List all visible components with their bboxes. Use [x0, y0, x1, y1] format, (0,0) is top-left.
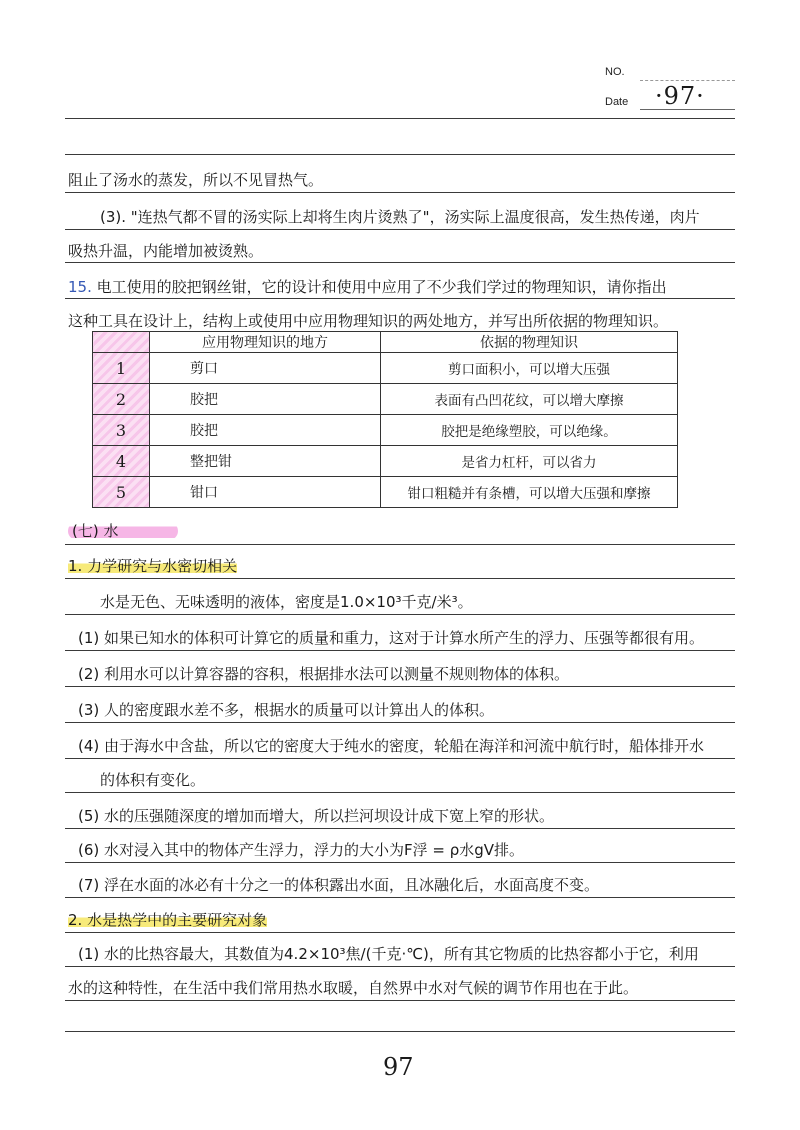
- ruled-line: [65, 229, 735, 230]
- row-number: 4: [93, 446, 150, 477]
- subheading-2: 2. 水是热学中的主要研究对象: [68, 911, 268, 929]
- ruled-line: [65, 614, 735, 615]
- ruled-line: [65, 792, 735, 793]
- ruled-line: [65, 1000, 735, 1001]
- row-place: 钳口: [150, 477, 381, 508]
- row-number: 3: [93, 415, 150, 446]
- ruled-line: [65, 966, 735, 967]
- header-place: 应用物理知识的地方: [150, 332, 381, 353]
- no-label: NO.: [605, 66, 625, 78]
- ruled-line: [65, 897, 735, 898]
- ruled-line: [65, 1031, 735, 1032]
- physics-knowledge-table: [92, 331, 678, 508]
- row-number: 5: [93, 477, 150, 508]
- text-line: 水的这种特性，在生活中我们常用热水取暖，自然界中水对气候的调节作用也在于此。: [68, 979, 639, 997]
- header-index-cell: [93, 332, 150, 353]
- date-line: [640, 109, 735, 110]
- row-place: 整把钳: [150, 446, 381, 477]
- question-text: 电工使用的胶把钢丝钳，它的设计和使用中应用了不少我们学过的物理知识，请你指出: [96, 278, 667, 296]
- ruled-line: [65, 298, 735, 299]
- row-knowledge: 胶把是绝缘塑胶，可以绝缘。: [381, 415, 678, 446]
- row-place: 剪口: [150, 353, 381, 384]
- ruled-line: [65, 262, 735, 263]
- list-item: (5) 水的压强随深度的增加而增大，所以拦河坝设计成下宽上窄的形状。: [78, 807, 555, 825]
- row-number: 2: [93, 384, 150, 415]
- question-text-line: 这种工具在设计上，结构上或使用中应用物理知识的两处地方，并写出所依据的物理知识。: [68, 312, 669, 330]
- row-place: 胶把: [150, 384, 381, 415]
- list-item: (1) 如果已知水的体积可计算它的质量和重力，这对于计算水所产生的浮力、压强等都很有用。: [78, 629, 705, 647]
- ruled-line: [65, 544, 735, 545]
- ruled-line: [65, 758, 735, 759]
- page-number: 97: [383, 1053, 414, 1081]
- table-row: [93, 384, 678, 415]
- text-line: (1) 水的比热容最大，其数值为4.2×10³焦/(千克·℃)，所有其它物质的比热容都小于它，利用: [78, 945, 699, 963]
- date-value: ·97·: [655, 82, 705, 110]
- section-title: (七) 水: [68, 522, 178, 540]
- list-item: (6) 水对浸入其中的物体产生浮力，浮力的大小为F浮 = ρ水gV排。: [78, 841, 525, 859]
- row-number: 1: [93, 353, 150, 384]
- date-label: Date: [605, 96, 629, 108]
- list-item-continued: 的体积有变化。: [100, 771, 206, 789]
- no-line: [640, 80, 735, 81]
- ruled-line: [65, 722, 735, 723]
- row-knowledge: 剪口面积小，可以增大压强: [381, 353, 678, 384]
- subheading-line: [68, 556, 736, 576]
- table-row: [93, 415, 678, 446]
- ruled-line: [65, 686, 735, 687]
- row-knowledge: 是省力杠杆，可以省力: [381, 446, 678, 477]
- header-knowledge: 依据的物理知识: [381, 332, 678, 353]
- ruled-line: [65, 862, 735, 863]
- ruled-line: [65, 154, 735, 155]
- list-item: (2) 利用水可以计算容器的容积，根据排水法可以测量不规则物体的体积。: [78, 665, 570, 683]
- table-row: [93, 446, 678, 477]
- list-item: (3) 人的密度跟水差不多，根据水的质量可以计算出人的体积。: [78, 701, 495, 719]
- ruled-line: [65, 932, 735, 933]
- text-line: 阻止了汤水的蒸发，所以不见冒热气。: [68, 171, 324, 189]
- table-row: [93, 477, 678, 508]
- ruled-line: [65, 578, 735, 579]
- question-15: [68, 277, 736, 297]
- table-row: [93, 353, 678, 384]
- subheading-1: 1. 力学研究与水密切相关: [68, 557, 238, 575]
- text-line: (3). "连热气都不冒的汤实际上却将生肉片烫熟了"，汤实际上温度很高，发生热传递，肉片: [100, 208, 700, 226]
- text-line: 吸热升温，内能增加被烫熟。: [68, 242, 264, 260]
- table-header-row: [93, 332, 678, 353]
- ruled-line: [65, 828, 735, 829]
- question-number: 15.: [68, 278, 92, 296]
- row-knowledge: 表面有凸凹花纹，可以增大摩擦: [381, 384, 678, 415]
- section-title-line: [68, 521, 736, 541]
- subheading-line: [68, 910, 736, 930]
- ruled-line: [65, 192, 735, 193]
- row-knowledge: 钳口粗糙并有条槽，可以增大压强和摩擦: [381, 477, 678, 508]
- ruled-line: [65, 118, 735, 119]
- ruled-line: [65, 650, 735, 651]
- text-line: 水是无色、无味透明的液体，密度是1.0×10³千克/米³。: [100, 593, 473, 611]
- list-item: (4) 由于海水中含盐，所以它的密度大于纯水的密度，轮船在海洋和河流中航行时，船体排开水: [78, 737, 705, 755]
- list-item: (7) 浮在水面的冰必有十分之一的体积露出水面，且冰融化后，水面高度不变。: [78, 876, 600, 894]
- row-place: 胶把: [150, 415, 381, 446]
